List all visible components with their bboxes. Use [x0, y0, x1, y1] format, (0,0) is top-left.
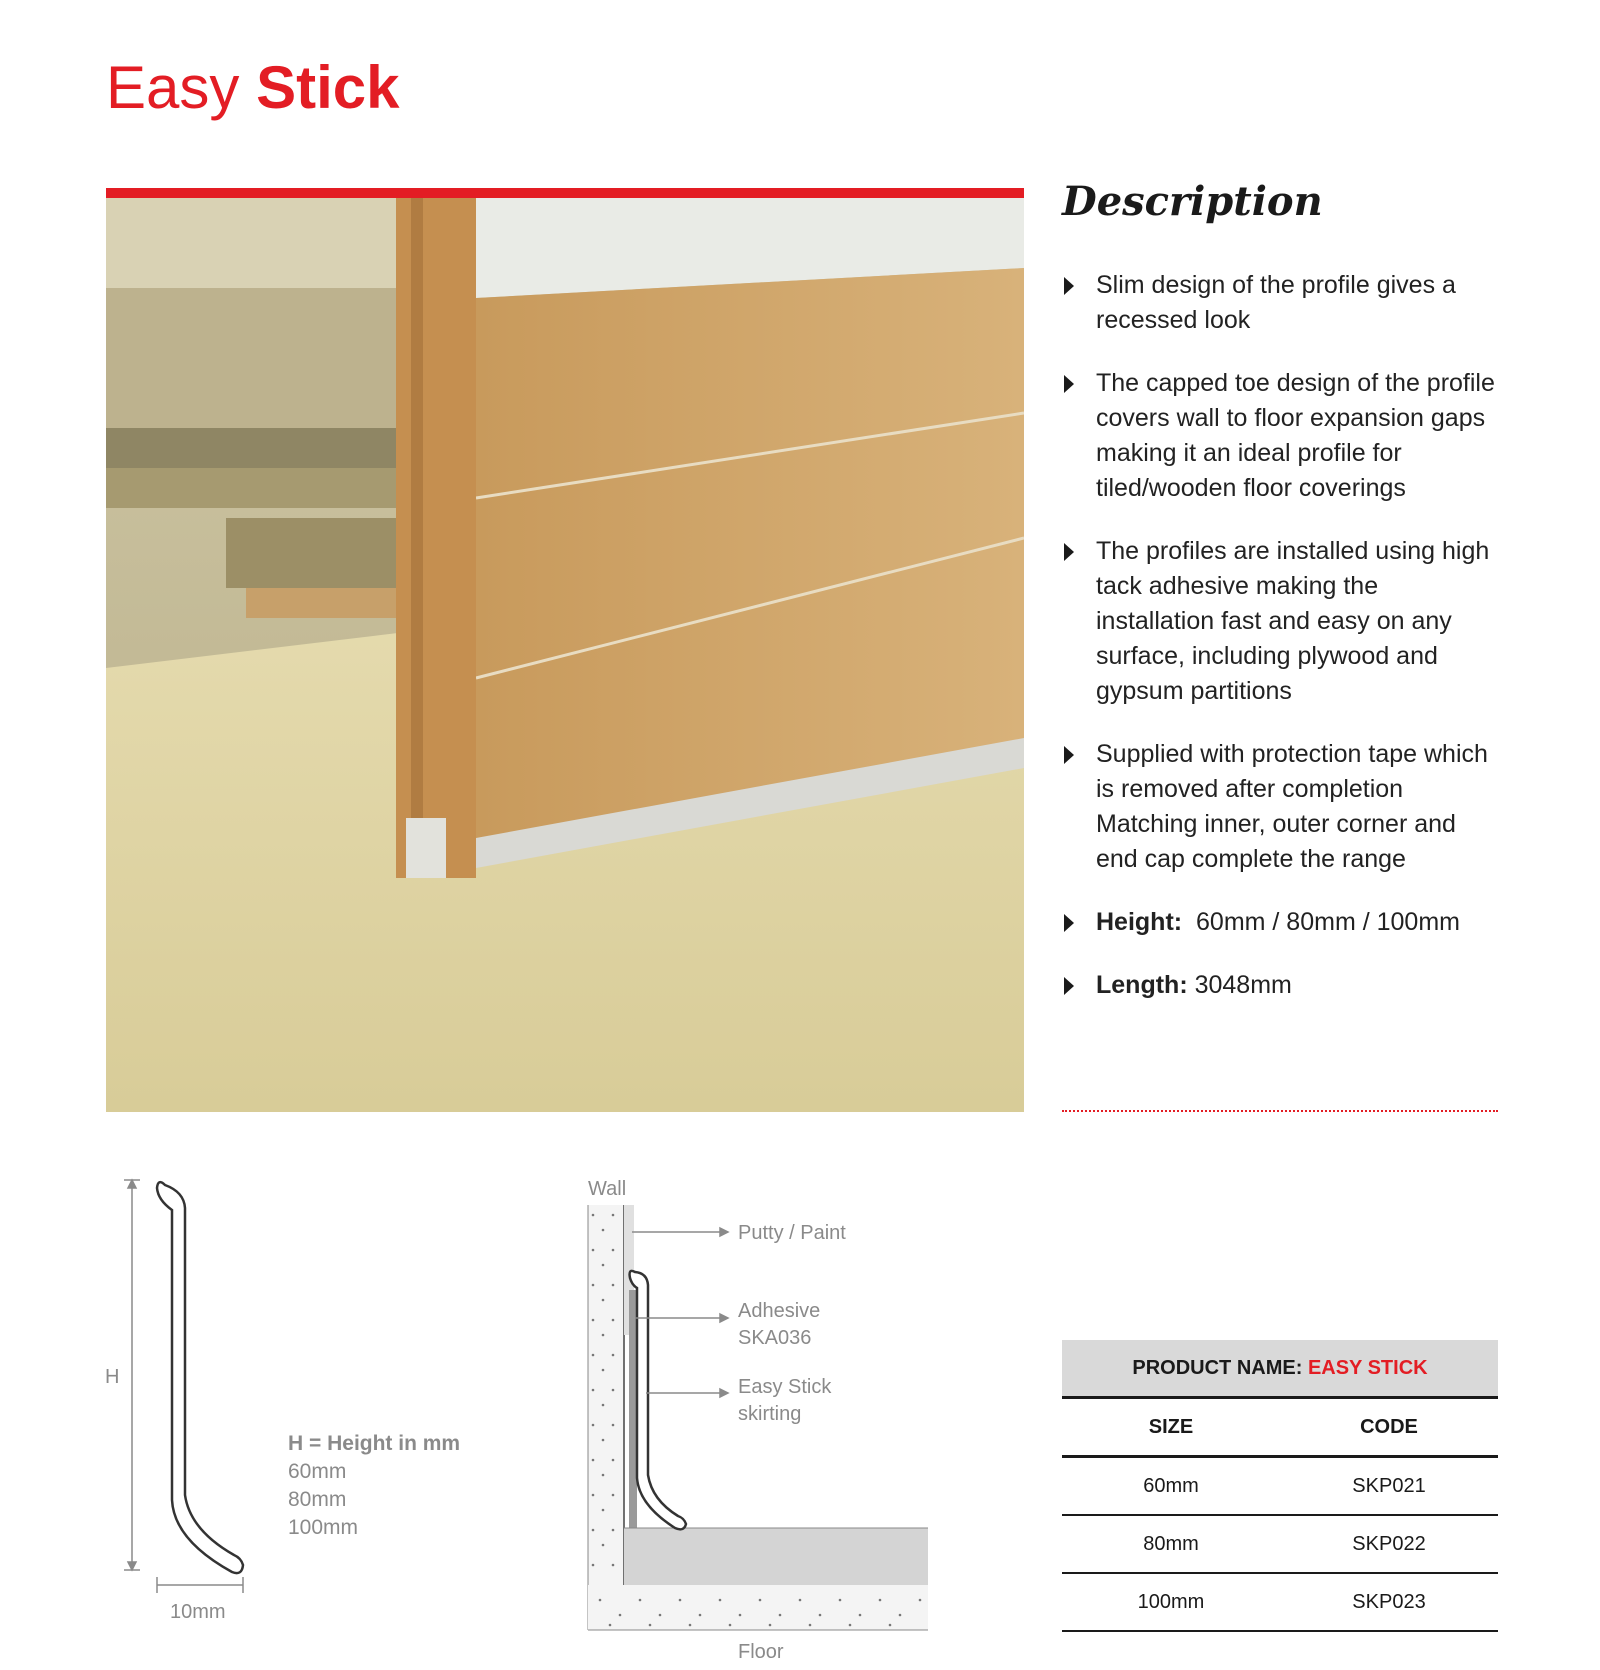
skirting-label-2: skirting	[738, 1403, 802, 1425]
height-spec: Height: 60mm / 80mm / 100mm	[1062, 905, 1502, 940]
page-title	[106, 54, 400, 121]
list-item: The capped toe design of the profile covers wall to floor expansion gaps making it an ideal profile for tiled/wooden floor coverings	[1062, 366, 1502, 506]
code-cell: SKP022	[1352, 1533, 1426, 1555]
code-cell: SKP021	[1352, 1475, 1426, 1497]
adhesive-label: Adhesive	[738, 1300, 821, 1322]
description-heading: Description	[1062, 178, 1323, 225]
floor-label: Floor	[738, 1641, 784, 1663]
bullet-arrow-icon	[1064, 375, 1074, 393]
bullet-arrow-icon	[1064, 914, 1074, 932]
technical-diagrams	[0, 1160, 1000, 1670]
description-list	[1062, 268, 1502, 1003]
column-header-code: CODE	[1360, 1416, 1418, 1438]
table-row	[1062, 1516, 1498, 1574]
wall-label: Wall	[588, 1178, 627, 1200]
length-spec: Length: 3048mm	[1062, 968, 1502, 1003]
skirting-label: Easy Stick	[738, 1376, 832, 1398]
accent-bar	[106, 188, 1024, 198]
profile-width-label: 10mm	[170, 1601, 226, 1623]
height-legend-item: 60mm	[288, 1460, 347, 1483]
title-bold: Stick	[256, 54, 400, 121]
bullet-arrow-icon	[1064, 277, 1074, 295]
bullet-arrow-icon	[1064, 543, 1074, 561]
height-legend-item: 100mm	[288, 1516, 359, 1539]
product-photo	[106, 198, 1024, 1112]
list-item: Supplied with protection tape which is removed after completion Matching inner, outer corner and end cap complete the range	[1062, 737, 1502, 877]
size-cell: 60mm	[1143, 1475, 1199, 1497]
product-table	[1062, 1340, 1498, 1632]
bullet-arrow-icon	[1064, 746, 1074, 764]
title-light: Easy	[106, 54, 240, 121]
height-legend-item: 80mm	[288, 1488, 347, 1511]
table-header-row	[1062, 1399, 1498, 1458]
list-item: The profiles are installed using high tack adhesive making the installation fast and easy on any surface, including plywood and gypsum partitions	[1062, 534, 1502, 709]
putty-label: Putty / Paint	[738, 1222, 846, 1244]
list-item: Slim design of the profile gives a recessed look	[1062, 268, 1502, 338]
code-cell: SKP023	[1352, 1591, 1426, 1613]
size-cell: 80mm	[1143, 1533, 1199, 1555]
table-row	[1062, 1574, 1498, 1632]
dotted-divider	[1062, 1110, 1498, 1112]
size-cell: 100mm	[1137, 1591, 1205, 1613]
height-legend-head: H = Height in mm	[288, 1432, 461, 1455]
adhesive-code-label: SKA036	[738, 1327, 812, 1349]
height-legend	[288, 1430, 460, 1542]
bullet-arrow-icon	[1064, 977, 1074, 995]
table-row	[1062, 1458, 1498, 1516]
profile-h-label: H	[105, 1366, 120, 1388]
column-header-size: SIZE	[1148, 1416, 1194, 1438]
product-name-header: PRODUCT NAME: EASY STICK	[1062, 1340, 1498, 1399]
profile-diagram	[124, 1180, 243, 1593]
